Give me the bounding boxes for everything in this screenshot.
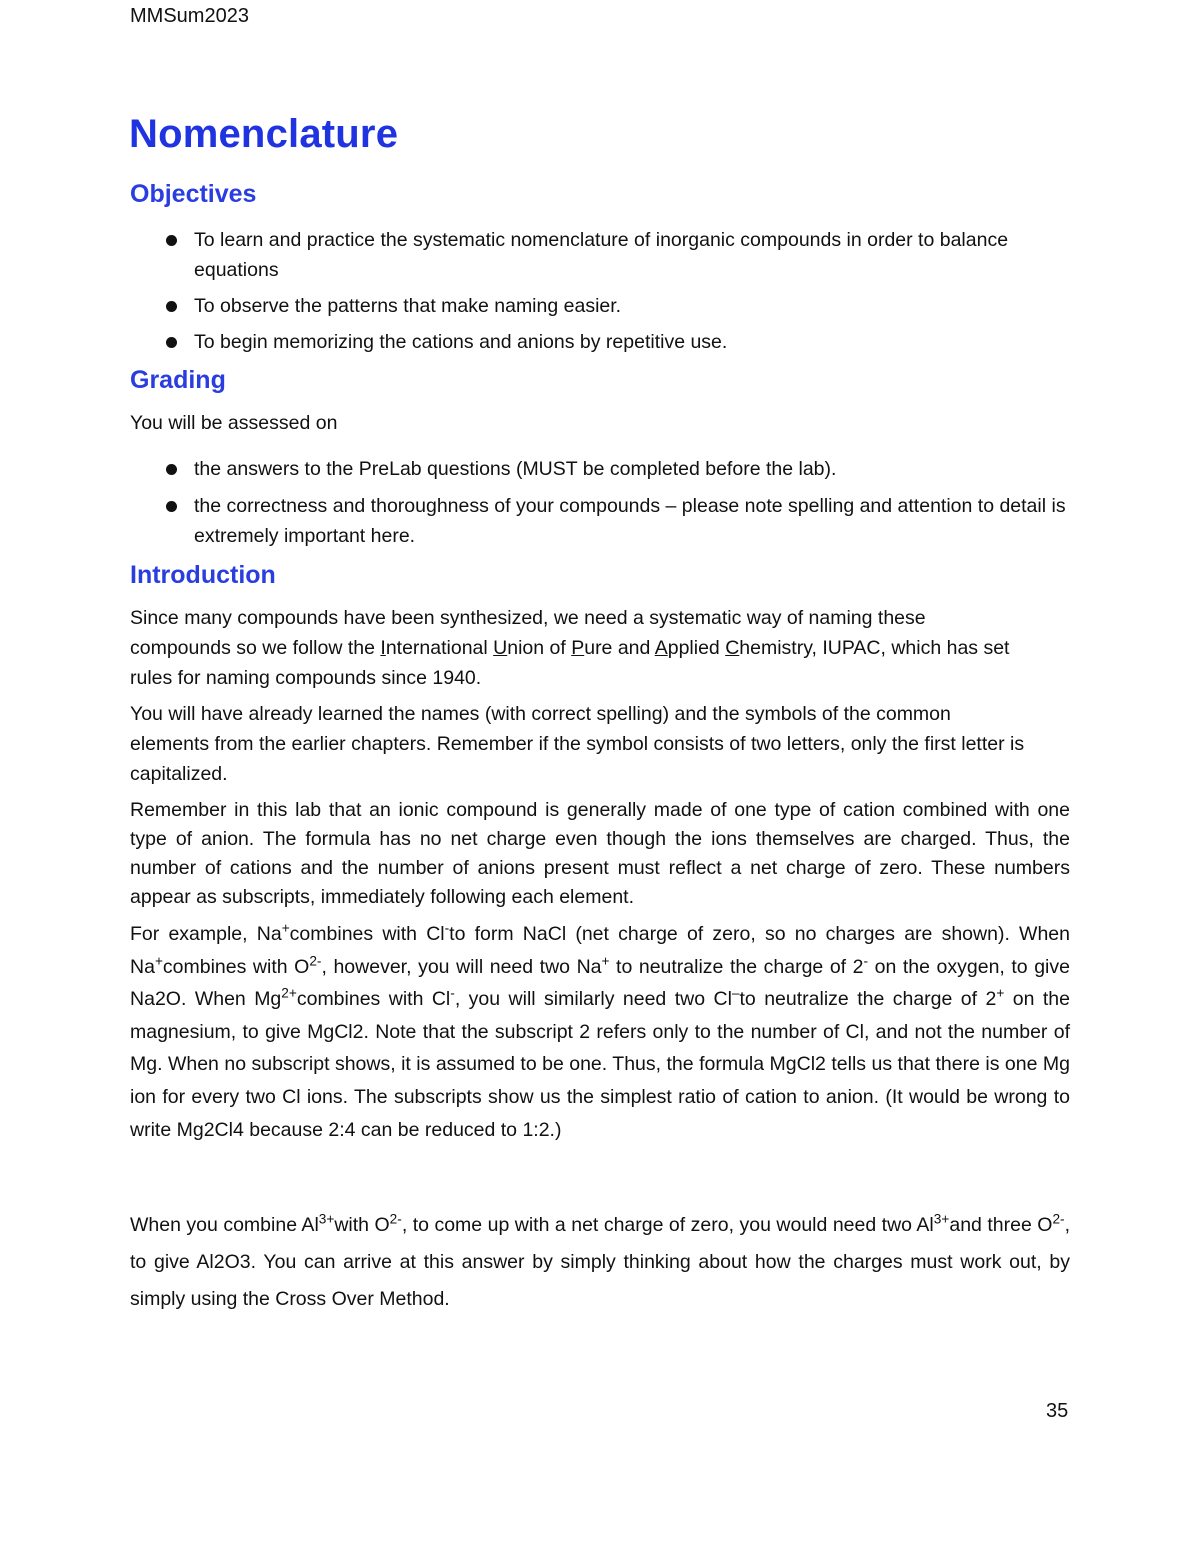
- list-item: the answers to the PreLab questions (MUST be completed before the lab).: [0, 454, 1074, 484]
- page-title: Nomenclature: [129, 112, 399, 156]
- list-item: To learn and practice the systematic nomenclature of inorganic compounds in order to balance equations: [0, 225, 1074, 285]
- intro-paragraph-4: For example, Na+combines with Cl-to form NaCl (net charge of zero, so no charges are shown). When Na+combines with $O^{2-}$, however, you will need two Na+ to neutralize the charge of 2- on the oxygen, to give Na2O. When $Mg^{2+}combines$ with Cl-, you will similarly need two Cl–to neutralize the charge of 2+ on the magnesium, to give MgCl2. Note that the subscript 2 refers only to the number of Cl, and not the number of Mg. When no subscript shows, it is assumed to be one. Thus, the formula MgCl2 tells us that there is one Mg ion for every two Cl ions. The subscripts show us the simplest ratio of cation to anion. (It would be wrong to write Mg2Cl4 because 2:4 can be reduced to 1:2.): [130, 920, 1070, 1141]
- intro-paragraph-2: You will have already learned the names (with correct spelling) and the symbols of the common elements from the earlier chapters. Remember if the symbol consists of two letters, only the first letter is capitalized.: [130, 703, 1025, 785]
- grading-heading: Grading: [130, 366, 226, 394]
- objectives-heading: Objectives: [130, 180, 257, 208]
- document-header-code: MMSum2023: [130, 5, 249, 27]
- list-item: the correctness and thoroughness of your compounds – please note spelling and attention to detail is extremely important here.: [0, 491, 1074, 551]
- list-item: To observe the patterns that make naming easier.: [0, 291, 1074, 321]
- list-item: To begin memorizing the cations and anions by repetitive use.: [0, 327, 1074, 357]
- grading-intro: You will be assessed on: [130, 412, 338, 434]
- intro-paragraph-5: When you combine $Al^{3+}with$ $O^{2-}$, to come up with a net charge of zero, you would need two $Al^{3+}and$ three $O^{2-}$, to give Al2O3. You can arrive at this answer by simply thinking about how the charges must work out, by simply using the Cross Over Method.: [130, 1211, 1071, 1310]
- grading-list: [0, 454, 1200, 551]
- objectives-list: [0, 225, 1200, 357]
- page-number: 35: [1046, 1400, 1069, 1422]
- introduction-heading: Introduction: [130, 561, 276, 589]
- intro-paragraph-1: Since many compounds have been synthesized, we need a systematic way of naming these compounds so we follow the International Union of Pure and Applied Chemistry, IUPAC, which has set rules for naming compounds since 1940.: [130, 607, 1010, 689]
- intro-paragraph-3: Remember in this lab that an ionic compound is generally made of one type of cation combined with one type of anion. The formula has no net charge even though the ions themselves are charged. Thus, the number of cations and the number of anions present must reflect a net charge of zero. These numbers appear as subscripts, immediately following each element.: [130, 799, 1070, 908]
